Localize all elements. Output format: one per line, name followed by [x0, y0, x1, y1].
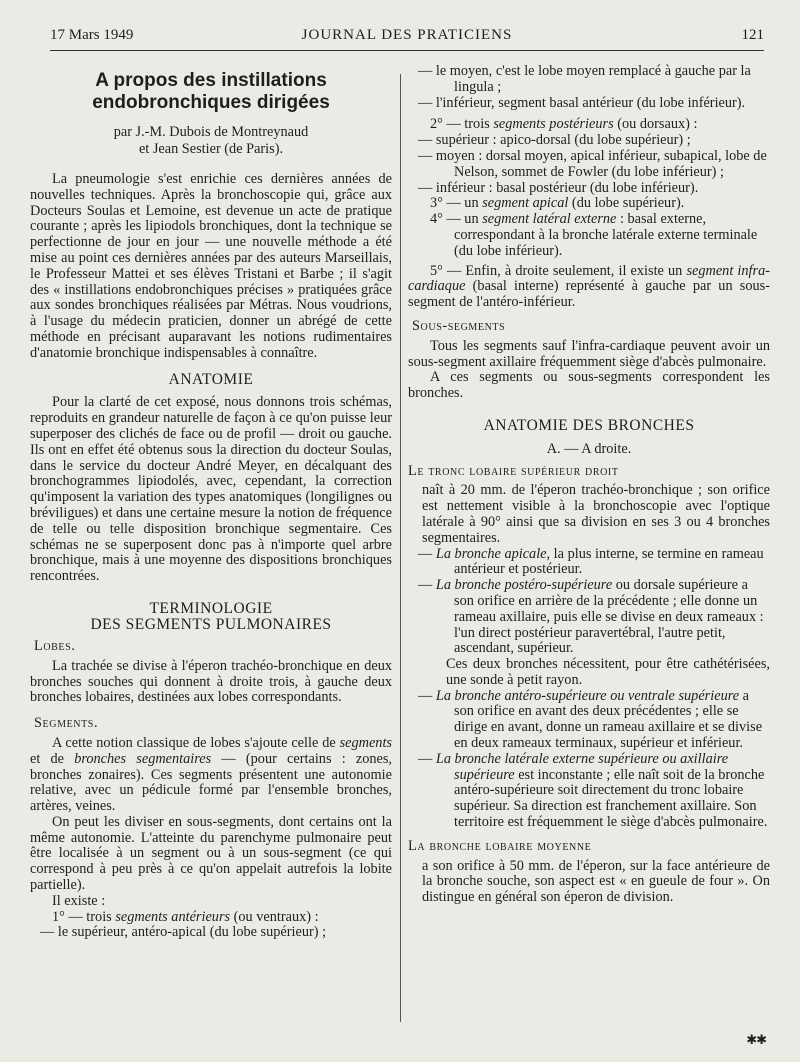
- subhead-segments: Segments.: [34, 715, 99, 732]
- list-item-5: [408, 264, 770, 311]
- item1-prefix: 1° — trois: [52, 908, 116, 925]
- lobes-paragraph: La trachée se divise à l'éperon trachéo-bronchique en deux bronches souches qui donnent à droite trois, à gauche deux bronches lobaires, destinées aux lobes correspondants.: [30, 657, 392, 706]
- segments-text-b: et de: [30, 750, 75, 767]
- title-line-1: A propos des instillations: [95, 70, 327, 91]
- bronche-laterale-externe-term: La bronche latérale externe supérieure ou axillaire supérieure: [435, 750, 729, 783]
- item3-prefix: 3° — un: [430, 195, 483, 212]
- item2-term: segments postérieurs: [493, 116, 614, 133]
- section-heading-anatomie-bronches: ANATOMIE DES BRONCHES: [483, 416, 695, 434]
- list-subitem-2-moyen: — moyen : dorsal moyen, apical inférieur, subapical, lobe de Nelson, sommet de Fowler (du lobe inférieur) ;: [418, 147, 767, 180]
- sous-segments-text-2: A ces segments ou sous-segments correspondent les bronches.: [408, 369, 770, 402]
- segments-text-a: A cette notion classique de lobes s'ajoute celle de: [52, 734, 340, 751]
- terminologie-line-2: DES SEGMENTS PULMONAIRES: [90, 615, 332, 633]
- item2-prefix: 2° — trois: [430, 116, 494, 133]
- item4-term: segment latéral externe: [482, 211, 617, 228]
- segments-term-1: segments: [339, 734, 392, 751]
- column-divider: [400, 74, 401, 1022]
- list-subitem-2-superieur: — supérieur : apico-dorsal (du lobe supérieur) ;: [418, 132, 691, 149]
- list-subitem-superieur: — le supérieur, antéro-apical (du lobe supérieur) ;: [40, 924, 327, 941]
- note-catheterisation: Ces deux bronches nécessitent, pour être cathétérisées, une sonde à petit rayon.: [446, 656, 770, 688]
- item5-suffix: (basal interne) représenté à gauche par un sous-segment de l'antéro-inférieur.: [408, 278, 770, 311]
- right-column: [408, 64, 770, 906]
- list-item-4: [408, 212, 770, 259]
- section-heading-terminologie: [30, 601, 392, 633]
- item4-suffix: : basal externe, correspondant à la bronche latérale externe terminale (du lobe inférieur).: [454, 211, 758, 259]
- lobaire-moyenne-paragraph: a son orifice à 50 mm. de l'éperon, sur la face antérieure de la bronche souche, son aspect est « en gueule de four ». On distingue en général son éperon de division.: [422, 857, 770, 906]
- bronche-laterale-externe-text: est inconstante ; elle naît soit de la bronche antéro-supérieure soit directement du tronc lobaire supérieur. Sa direction est franchement axillaire. Son territoire est fréquemment le siège d'abcès pulmonaire.: [454, 766, 768, 831]
- list-item-3: [408, 196, 770, 212]
- item5-term: segment infra-cardiaque: [408, 262, 770, 295]
- segments-term-2: bronches segmentaires: [74, 750, 212, 767]
- article-title: [30, 70, 392, 114]
- bronche-antero-superieure: — La bronche antéro-supérieure ou ventrale supérieure a son orifice en avant des deux précédentes ; elle se dirige en avant, donne un rameau axillaire et se divise en deux rameaux terminaux, supérieur et inférieur.: [418, 687, 763, 752]
- continuation-mark: ✱✱: [746, 1032, 766, 1047]
- section-heading-anatomie: ANATOMIE: [168, 370, 254, 388]
- list-subitem-inferieur: — l'inférieur, segment basal antérieur (du lobe inférieur).: [418, 94, 746, 111]
- terminologie-line-1: TERMINOLOGIE: [149, 599, 273, 617]
- item5-prefix: 5° — Enfin, à droite seulement, il existe un: [430, 262, 687, 279]
- subhead-lobaire-moyenne: La bronche lobaire moyenne: [408, 837, 592, 854]
- subhead-tronc-lobaire: Le tronc lobaire supérieur droit: [408, 462, 619, 479]
- bronche-antero-superieure-term: La bronche antéro-supérieure ou ventrale supérieure: [435, 687, 740, 704]
- left-column: [30, 64, 392, 941]
- subheading-a-droite: A. — A droite.: [546, 440, 632, 457]
- item1-term: segments antérieurs: [115, 908, 231, 925]
- subhead-lobes: Lobes.: [34, 637, 76, 654]
- bronche-laterale-externe: — La bronche latérale externe supérieure ou axillaire supérieure est inconstante ; elle naît soit de la bronche antéro-supérieure soit directement du tronc lobaire supérieur. Sa direction est franchement axillaire. Son territoire est fréquemment le siège d'abcès pulmonaire.: [418, 750, 768, 831]
- bronche-antero-superieure-text: a son orifice en avant des deux précédentes ; elle se dirige en avant, donne un rameau axillaire et se divise en deux rameaux terminaux, supérieur et inférieur.: [454, 687, 763, 752]
- item3-suffix: (du lobe supérieur).: [568, 195, 685, 212]
- sous-segments-paragraph: On peut les diviser en sous-segments, dont certains ont la même autonomie. L'atteinte du parenchyme pulmonaire peut être localisée à un segment ou à un sous-segment (ce qui correspond à peu près à ce qu'on appelait autrefois la lobite partielle).: [30, 813, 392, 894]
- il-existe: Il existe :: [52, 892, 106, 909]
- item2-suffix: (ou dorsaux) :: [613, 116, 698, 133]
- bronche-postero-superieure-text: ou dorsale supérieure a son orifice en arrière de la précédente ; elle donne un rameau axillaire, puis elle se divise en deux rameaux : l'un direct postérieur paravertébral, l'autre petit, ascendant, supérieur.: [454, 577, 764, 657]
- list-item-2: [408, 117, 770, 133]
- journal-title: JOURNAL DES PRATICIENS: [301, 27, 513, 43]
- running-header: [50, 24, 764, 51]
- sous-segments-text-1: Tous les segments sauf l'infra-cardiaque peuvent avoir un sous-segment axillaire fréquemment siège d'abcès pulmonaire.: [408, 337, 770, 370]
- subhead-sous-segments: Sous-segments: [412, 317, 506, 334]
- anatomie-paragraph: Pour la clarté de cet exposé, nous donnons trois schémas, reproduits en grandeur naturelle de façon à ce qu'on puisse leur superposer des clichés de face ou de profil — droit ou gauche. Ils ont en effet été obtenus sous la direction du docteur Soulas, dans le service du docteur André Meyer, en décalquant des bronchogrammes lipiodolés, avec, cependant, la correction qu'imposent la variation des types anatomiques (longilignes ou bréviligues) et dans une certaine mesure la notion de fréquence de telle ou telle disposition bronchique segmentaire. Ces schémas ne se superposent donc pas à n'importe quel arbre bronchique, mais à une moyenne des dispositions bronchiques rencontrées.: [30, 394, 392, 585]
- segments-text-c: — (pour certains : zones, bronches zonaires). Ces segments présentent une autonomie relative, avec un pédicule formé par l'ensemble bronches, artères, veines.: [30, 750, 392, 815]
- bronche-apicale: — La bronche apicale, la plus interne, se termine en rameau antérieur et postérieur.: [418, 545, 764, 578]
- bronche-postero-superieure: — La bronche postéro-supérieure ou dorsale supérieure a son orifice en arrière de la précédente ; elle donne un rameau axillaire, puis elle se divise en deux rameaux : l'un direct postérieur paravertébral, l'autre petit, ascendant, supérieur.: [418, 577, 764, 657]
- page-number: 121: [741, 27, 764, 43]
- item3-term: segment apical: [482, 195, 569, 212]
- item4-prefix: 4° — un: [430, 211, 483, 228]
- bronche-apicale-text: , la plus interne, se termine en rameau antérieur et postérieur.: [454, 545, 764, 578]
- bronche-postero-superieure-term: La bronche postéro-supérieure: [435, 577, 613, 594]
- list-subitem-moyen: — le moyen, c'est le lobe moyen remplacé à gauche par la lingula ;: [418, 63, 751, 95]
- byline: [30, 124, 392, 158]
- issue-date: 17 Mars 1949: [50, 27, 134, 43]
- byline-authors-2: et Jean Sestier (de Paris).: [138, 141, 284, 157]
- tronc-paragraph: naît à 20 mm. de l'éperon trachéo-bronchique ; son orifice est nettement visible à la bronchoscopie avec l'optique latérale à 90° ainsi que sa division en ses 3 ou 4 bronches segmentaires.: [422, 482, 770, 546]
- list-item-1: [30, 910, 392, 926]
- byline-authors-1: par J.-M. Dubois de Montreynaud: [113, 124, 309, 140]
- item1-suffix: (ou ventraux) :: [230, 908, 319, 925]
- intro-paragraph: La pneumologie s'est enrichie ces dernières années de nouvelles techniques. Après la bronchoscopie qui, grâce aux Docteurs Soulas et Lemoine, est devenue un acte de pratique courante ; après les lipiodols bronchiques, dont la technique se perfectionne de jour en jour — une nouvelle méthode a été mise au point ces dernières années par des auteurs Marseillais, le Professeur Mattei et ses élèves Tristani et Barbe ; il s'agit des « instillations endobronchiques précises » pratiquées grâce aux sondes bronchiques réalisées par Métras. Nous voudrions, à l'usage du médecin praticien, donner un abrégé de cette méthode en précisant auparavant les notions rudimentaires d'anatomie bronchique indispensables à connaître.: [30, 171, 392, 361]
- title-line-2: endobronchiques dirigées: [92, 92, 330, 113]
- list-subitem-2-inferieur: — inférieur : basal postérieur (du lobe inférieur).: [418, 179, 699, 196]
- bronche-apicale-term: La bronche apicale: [435, 545, 547, 562]
- segments-paragraph: [30, 736, 392, 815]
